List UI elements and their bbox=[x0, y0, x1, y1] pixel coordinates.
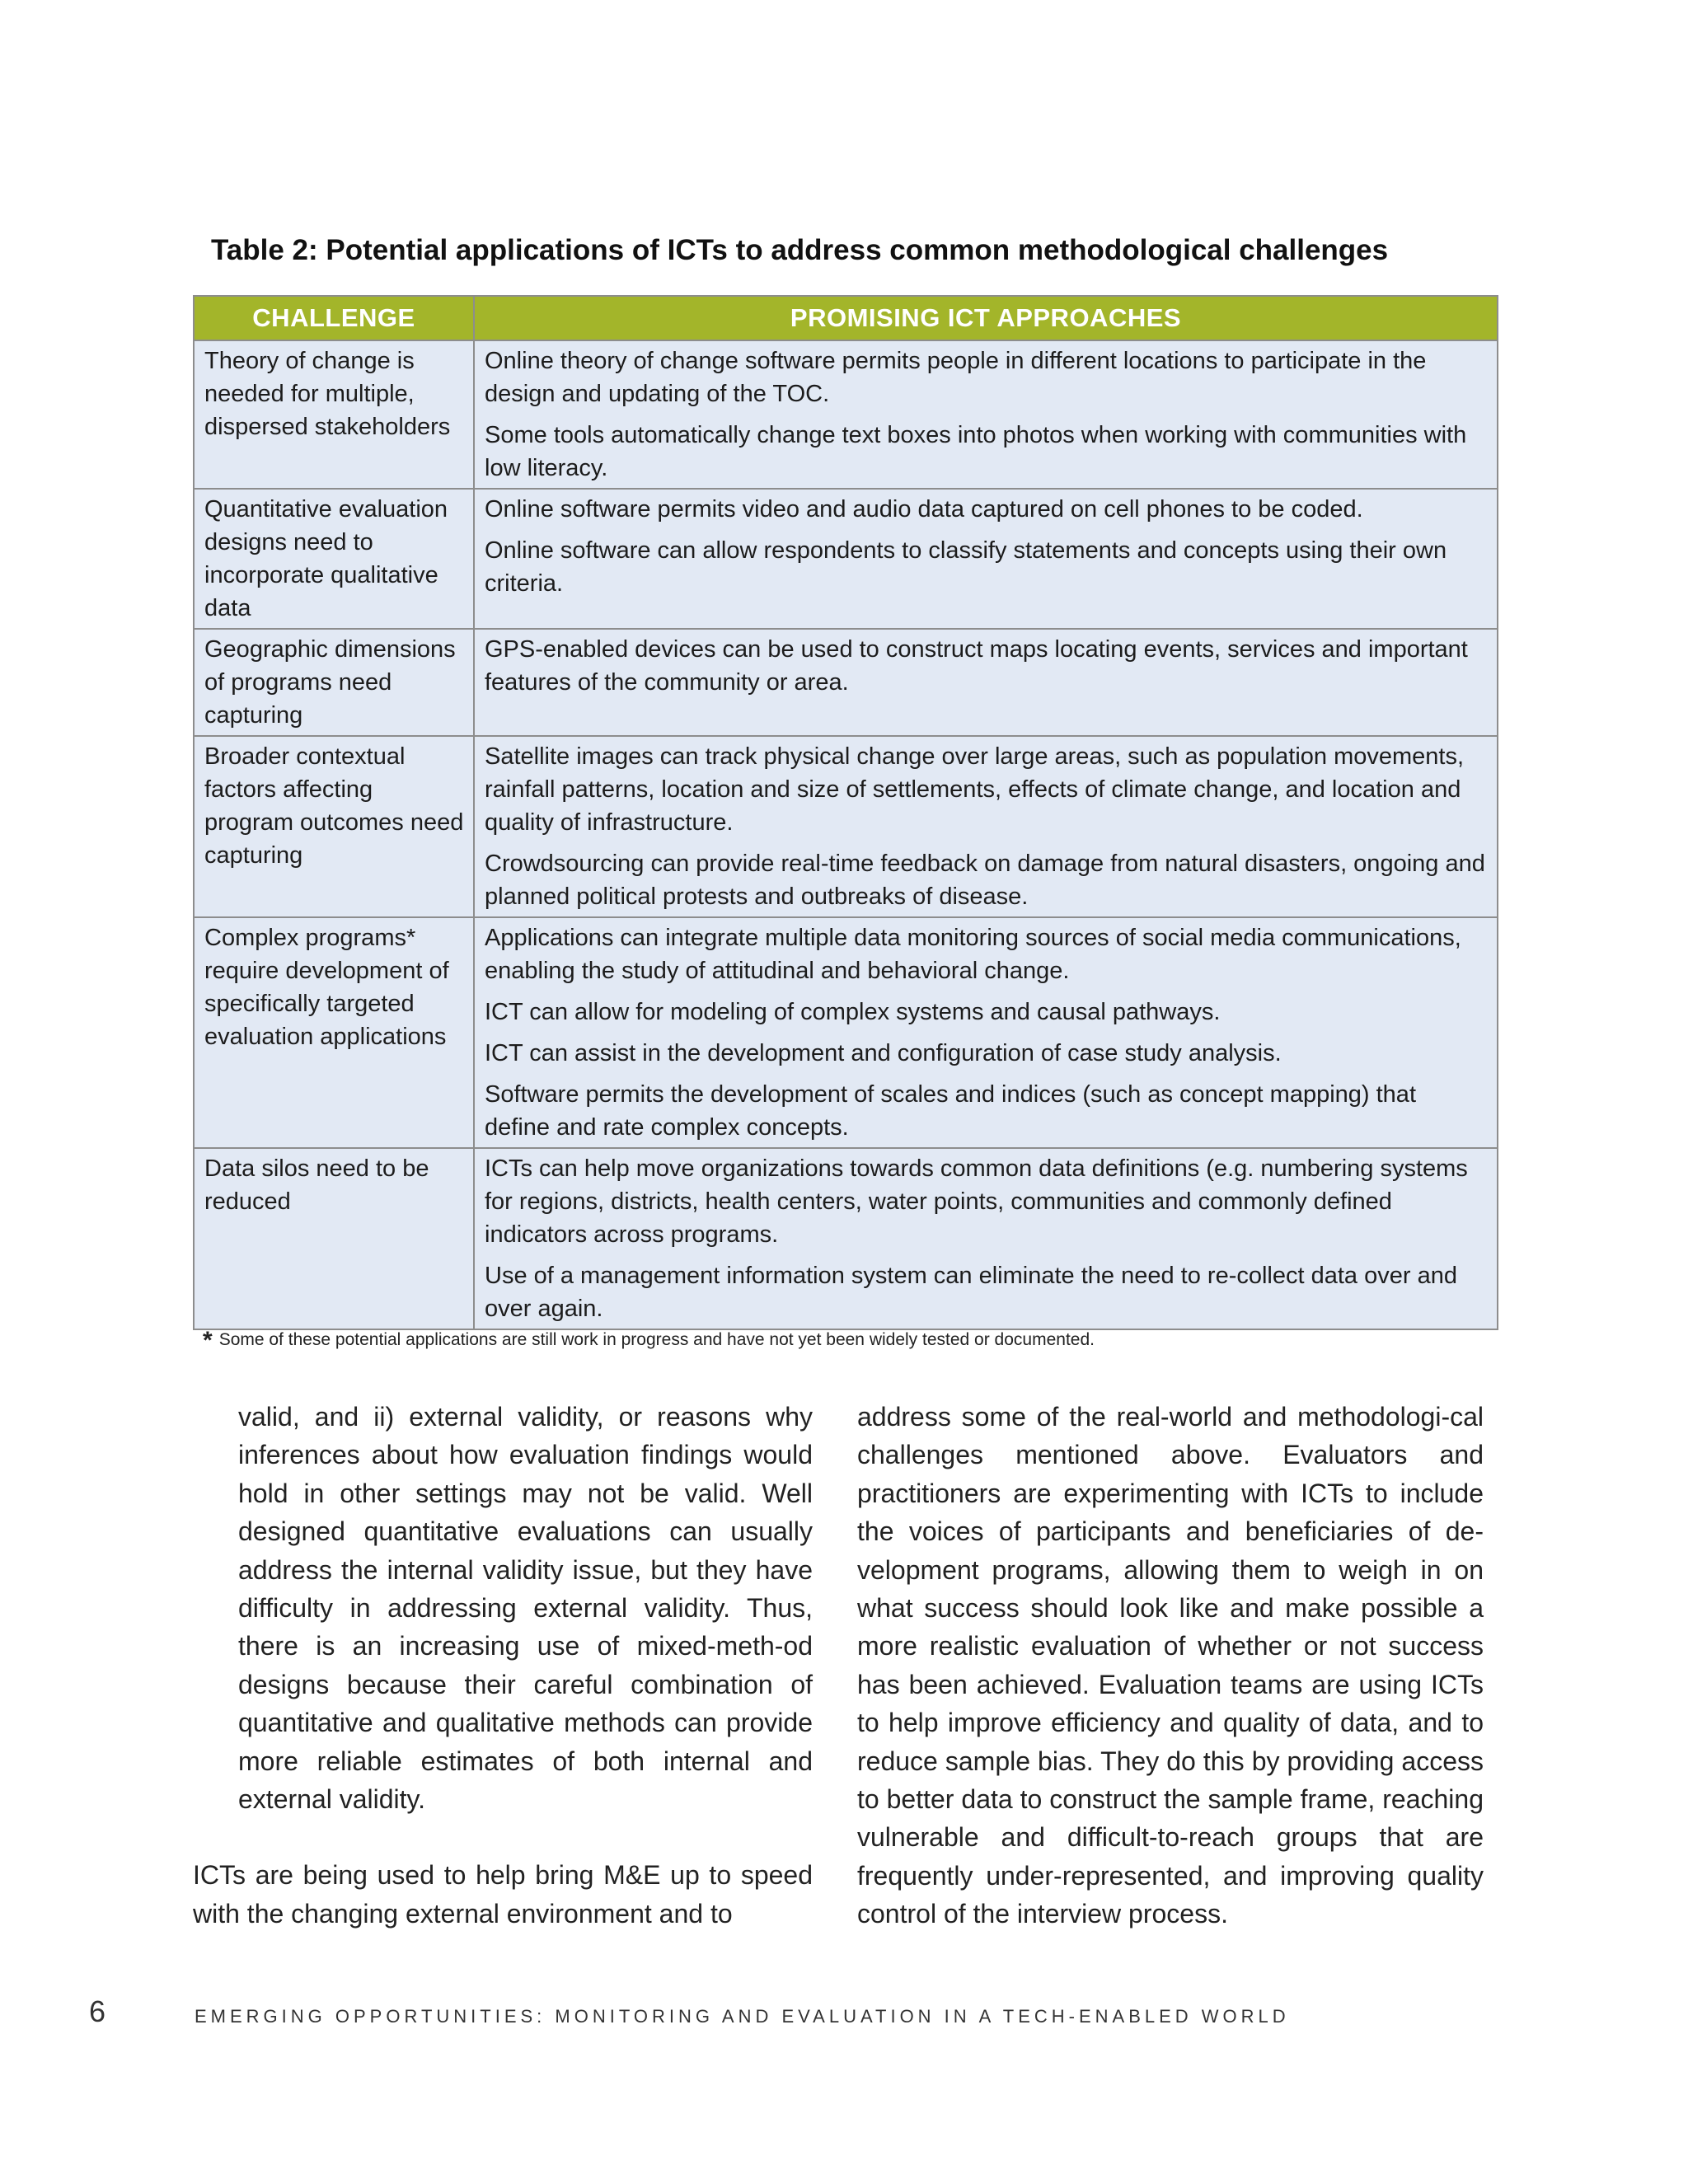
approaches-cell bbox=[474, 489, 1498, 629]
left-text-column bbox=[193, 1398, 813, 1933]
approach-text: Applications can integrate multiple data monitoring sources of social media communications, enabling the study of attitudinal and behavioral change. bbox=[485, 925, 1461, 984]
approach-text: Software permits the development of scales and indices (such as concept mapping) that define and rate complex concepts. bbox=[485, 1081, 1416, 1141]
challenge-cell: Quantitative evaluation designs need to incorporate qualitative data bbox=[194, 489, 474, 629]
body-paragraph: ICTs are being used to help bring M&E up to speed with the changing external environment and to bbox=[193, 1860, 813, 1929]
challenge-cell: Theory of change is needed for multiple, dispersed stakeholders bbox=[194, 340, 474, 489]
approach-text: ICTs can help move organizations towards common data definitions (e.g. numbering systems for regions, districts, health centers, water points, communities and commonly defined indicators across programs. bbox=[485, 1155, 1468, 1248]
approach-text: Online theory of change software permits people in different locations to participate in the design and updating of the TOC. bbox=[485, 348, 1427, 407]
table-row bbox=[194, 736, 1498, 917]
right-text-column bbox=[857, 1398, 1484, 1933]
approaches-cell bbox=[474, 629, 1498, 736]
approaches-cell bbox=[474, 917, 1498, 1148]
approaches-cell bbox=[474, 736, 1498, 917]
table-footnote bbox=[203, 1327, 1095, 1355]
footnote-text: Some of these potential applications are still work in progress and have not yet been widely tested or documented. bbox=[218, 1330, 1095, 1349]
footnote-marker: * bbox=[203, 1327, 213, 1354]
approach-text: GPS-enabled devices can be used to construct maps locating events, services and important features of the community or area. bbox=[485, 636, 1468, 696]
approaches-cell bbox=[474, 340, 1498, 489]
approach-text: Online software can allow respondents to classify statements and concepts using their own criteria. bbox=[485, 537, 1447, 597]
table-row bbox=[194, 340, 1498, 489]
table-row bbox=[194, 917, 1498, 1148]
challenge-cell: Complex programs* require development of specifically targeted evaluation applications bbox=[194, 917, 474, 1148]
column-header-challenge: CHALLENGE bbox=[194, 296, 474, 340]
running-footer-title: EMERGING OPPORTUNITIES: MONITORING AND EVALUATION IN A TECH-ENABLED WORLD bbox=[195, 2006, 1290, 2027]
challenge-cell: Data silos need to be reduced bbox=[194, 1148, 474, 1329]
approaches-cell bbox=[474, 1148, 1498, 1329]
table-row bbox=[194, 1148, 1498, 1329]
table-title: Table 2: Potential applications of ICTs to address common methodological challenges bbox=[211, 234, 1389, 266]
approach-text: Use of a management information system can eliminate the need to re-collect data over and over again. bbox=[485, 1263, 1457, 1322]
approach-text: ICT can assist in the development and configuration of case study analysis. bbox=[485, 1040, 1282, 1066]
body-paragraph: valid, and ii) external validity, or reasons why inferences about how evaluation findings would hold in other settings may not be valid. Well designed quantitative evaluations can usually address the internal validity issue, but they have difficulty in addressing external validity. Thus, there is an increasing use of mixed-meth-od designs because their careful combination of quantitative and qualitative methods can provide more reliable estimates of both internal and external validity. bbox=[238, 1402, 813, 1815]
approach-text: ICT can allow for modeling of complex systems and causal pathways. bbox=[485, 999, 1221, 1025]
approach-text: Some tools automatically change text boxes into photos when working with communities with low literacy. bbox=[485, 422, 1467, 481]
challenge-cell: Broader contextual factors affecting program outcomes need capturing bbox=[194, 736, 474, 917]
table-row bbox=[194, 489, 1498, 629]
approach-text: Satellite images can track physical change over large areas, such as population movements, rainfall patterns, location and size of settlements, effects of climate change, and location and quality of infrastructure. bbox=[485, 743, 1465, 836]
column-header-approaches: PROMISING ICT APPROACHES bbox=[474, 296, 1498, 340]
table-row bbox=[194, 629, 1498, 736]
table-header-row bbox=[194, 296, 1498, 340]
approach-text: Crowdsourcing can provide real-time feedback on damage from natural disasters, ongoing and planned political protests and outbreaks of disease. bbox=[485, 851, 1485, 910]
body-paragraph: address some of the real-world and methodologi-cal challenges mentioned above. Evaluators and practitioners are experimenting with ICTs to include the voices of participants and beneficiaries of de-velopment programs, allowing them to weigh in on what success should look like and make possible a more realistic evaluation of whether or not success has been achieved. Evaluation teams are using ICTs to help improve efficiency and quality of data, and to reduce sample bias. They do this by providing access to better data to construct the sample frame, reaching vulnerable and difficult-to-reach groups that are frequently under-represented, and improving quality control of the interview process. bbox=[857, 1402, 1484, 1929]
approach-text: Online software permits video and audio data captured on cell phones to be coded. bbox=[485, 496, 1363, 523]
challenges-table bbox=[193, 295, 1498, 1330]
page-number: 6 bbox=[89, 1994, 106, 2028]
challenge-cell: Geographic dimensions of programs need capturing bbox=[194, 629, 474, 736]
